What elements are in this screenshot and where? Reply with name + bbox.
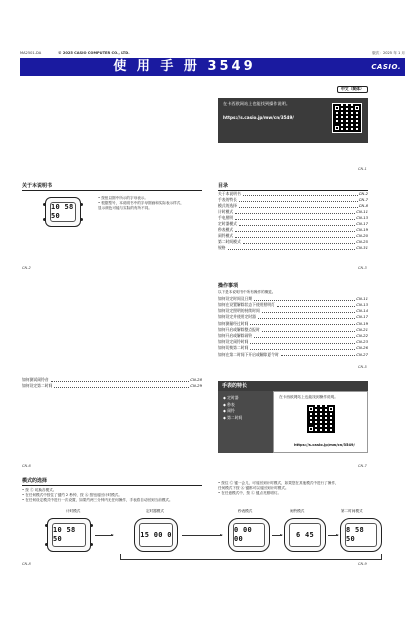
feature-item: ◆ 定时器 <box>223 395 239 400</box>
leader-dots <box>51 381 190 382</box>
features-list <box>218 391 273 453</box>
leader-dots <box>250 349 355 350</box>
watch-alarm <box>284 518 326 552</box>
list-item-label: 关于本说明书 <box>218 190 241 196</box>
doc-code: MA2501-DA <box>20 51 42 55</box>
mode-text <box>22 488 202 503</box>
leader-dots <box>250 324 355 325</box>
list-item[interactable] <box>22 377 202 383</box>
watch-timer <box>134 518 178 552</box>
mode-bullet: • 在任何模式中按住了键约 2 秒钟，按 Ⓐ 按钮返回计时模式。 <box>22 492 122 497</box>
leader-dots <box>254 337 355 338</box>
list-item[interactable] <box>218 321 368 327</box>
list-item-page: CN-11 <box>356 208 368 214</box>
contents-heading: 目录 <box>218 183 229 189</box>
features-heading: 手表的特长 <box>222 383 248 389</box>
leader-dots <box>254 300 355 301</box>
leader-dots <box>258 318 355 319</box>
arrow-icon <box>182 535 222 536</box>
list-item[interactable] <box>218 346 368 352</box>
list-item[interactable] <box>218 233 368 239</box>
mode-bullet: • 在任意模式中，按 Ⓛ 键点亮照明灯。 <box>218 490 282 495</box>
lcd-timekeeping: 10 58 50 <box>53 526 76 543</box>
page-number: CN-6 <box>22 464 31 468</box>
list-item-page: CN-19 <box>356 320 368 326</box>
leader-dots <box>250 343 355 344</box>
list-item-label: 如何测试闹铃音 <box>22 376 49 382</box>
online-prompt: 在卡西欧网站上也能找到操作说明。 <box>223 101 291 106</box>
list-item[interactable] <box>22 383 202 389</box>
leader-dots <box>235 231 355 232</box>
list-item-page: CN-13 <box>356 302 368 308</box>
list-item[interactable] <box>218 352 368 358</box>
list-item-label: 如何开启或解除整点报时 <box>218 326 260 332</box>
mode-label-dual-time: 第二时间模式 <box>341 509 363 513</box>
return-loop <box>120 554 382 560</box>
online-manual-panel <box>218 98 368 143</box>
list-item-label: 手电照明 <box>218 214 234 220</box>
page-number: CN-5 <box>358 365 367 369</box>
watch-stopwatch <box>228 518 270 552</box>
about-text <box>98 196 202 211</box>
list-item-page: CN-8 <box>358 202 368 208</box>
leader-dots <box>239 207 358 208</box>
list-item-page: CN-25 <box>356 238 368 244</box>
list-item-page: CN-2 <box>358 190 368 196</box>
list-item-label: 手表的特长 <box>218 196 237 202</box>
list-item-page: CN-7 <box>358 196 368 202</box>
features-header <box>218 381 368 391</box>
list-item-page: CN-29 <box>190 382 202 388</box>
leader-dots <box>54 387 189 388</box>
list-item-label: 闹铃模式 <box>218 232 234 238</box>
leader-dots <box>243 195 358 196</box>
list-item-label: 如何在第二时间下开启或解除夏令时 <box>218 351 279 357</box>
arrow-icon <box>95 535 113 536</box>
list-item-label: 定时器模式 <box>218 220 237 226</box>
list-item-label: 如何在设置解除状态下使用照明灯 <box>218 302 275 308</box>
mode-bullet: • 在任何设定模式中进行一次设置，如果约两三分钟内无任何操作，手表将自动回到当前模式。 <box>22 497 173 502</box>
about-bullet: 显示颜色可能与实际的有所不同。 <box>98 205 152 210</box>
qr-code-icon <box>332 103 362 133</box>
leader-dots <box>277 306 355 307</box>
mode-text-right <box>218 481 380 496</box>
feature-item: ◆ 闹铃 <box>223 408 235 414</box>
list-item[interactable] <box>218 221 368 227</box>
leader-dots <box>239 225 355 226</box>
list-item-label: 如何切换第二时间 <box>218 345 249 351</box>
feature-item: ◆ 秒表 <box>223 401 235 407</box>
mode-label-timekeeping: 计时模式 <box>66 509 81 513</box>
leader-dots <box>235 213 355 214</box>
mode-heading: 模式的选择 <box>22 478 48 484</box>
list-item-page: CN-31 <box>356 244 368 250</box>
list-item[interactable] <box>218 296 368 302</box>
watch-illustration <box>45 197 81 227</box>
list-item[interactable] <box>218 302 368 308</box>
list-item[interactable] <box>218 327 368 333</box>
features-prompt: 在卡西欧网站上也能找到操作说明。 <box>279 395 338 399</box>
list-item-label: 如何设定第二时间 <box>22 382 53 388</box>
page-number: CN-2 <box>22 266 31 270</box>
page-number: CN-8 <box>22 562 31 566</box>
list-item-page: CN-13 <box>356 214 368 220</box>
list-item[interactable] <box>218 315 368 321</box>
mode-bullet: • 按 Ⓒ 切换各模式。 <box>22 488 57 492</box>
leader-dots <box>235 237 355 238</box>
mode-bullet: • 按住 Ⓒ 键一会儿，可返回到计时模式，如果您在其他模式中进行了操作， <box>218 481 339 485</box>
list-item-page: CN-28 <box>190 376 202 382</box>
list-item-label: 如何测量经过时间 <box>218 320 249 326</box>
manual-url[interactable]: https://s.casio.jp/mw/cn/3549/ <box>223 115 294 120</box>
list-item-page: CN-11 <box>356 295 368 301</box>
list-item-label: 如何设定闹铃时间 <box>218 339 249 345</box>
mode-label-alarm: 闹铃模式 <box>290 509 305 513</box>
list-item-page: CN-27 <box>356 351 368 357</box>
ops-heading: 操作事项 <box>218 283 239 289</box>
ops-subtitle: 以下是本说明书中所有操作的概览。 <box>218 290 276 294</box>
list-item[interactable] <box>218 239 368 245</box>
list-item[interactable] <box>218 308 368 314</box>
list-item[interactable] <box>218 203 368 209</box>
list-item-label: 如何设定时间及日期 <box>218 295 253 301</box>
list-item[interactable] <box>218 215 368 221</box>
ops-list-continued <box>22 377 202 389</box>
list-item-label: 如何设定并使用定时器 <box>218 314 256 320</box>
arrow-icon <box>328 535 338 536</box>
list-item-label: 如何设定照明的持续时间 <box>218 308 260 314</box>
language-badge: 中文（简体） <box>337 86 368 93</box>
lcd-stopwatch: 0 00 00 <box>234 526 253 543</box>
list-item-page: CN-20 <box>356 232 368 238</box>
leader-dots <box>243 243 356 244</box>
list-item-label: 秒表模式 <box>218 226 234 232</box>
page-number: CN-1 <box>358 167 367 171</box>
lcd-timer: 15 00 0 <box>140 530 172 539</box>
list-item-label: 模式的选择 <box>218 202 237 208</box>
list-item-page: CN-26 <box>356 345 368 351</box>
about-bullet: • 根据型号，本说明书中的字母图画和实际表示样式， <box>98 200 184 205</box>
mode-bullet: 任何模式下按 Ⓐ 键都可以返回到计时模式。 <box>218 485 289 490</box>
list-item-label: 第二时间模式 <box>218 238 241 244</box>
leader-dots <box>262 331 356 332</box>
list-item[interactable] <box>218 197 368 203</box>
list-item-page: CN-17 <box>356 314 368 320</box>
title-banner <box>20 58 405 76</box>
list-item-page: CN-22 <box>356 333 368 339</box>
leader-dots <box>228 249 356 250</box>
leader-dots <box>235 219 355 220</box>
list-item[interactable] <box>218 333 368 339</box>
feature-item: ◆ 第二时间 <box>223 414 243 420</box>
casio-logo: CASIO. <box>371 63 401 71</box>
list-item-page: CN-23 <box>356 339 368 345</box>
list-item-label: 计时模式 <box>218 208 234 214</box>
lcd-dual-time: 8 58 50 <box>346 526 365 543</box>
list-item[interactable] <box>218 245 368 251</box>
ops-list <box>218 296 368 358</box>
list-item[interactable] <box>218 191 368 197</box>
list-item-page: CN-21 <box>356 326 368 332</box>
leader-dots <box>239 201 358 202</box>
lcd-alarm: 6 45 <box>295 530 315 539</box>
contents-list <box>218 191 368 251</box>
list-item-page: CN-17 <box>356 220 368 226</box>
page-number: CN-7 <box>358 464 367 468</box>
edition-date: 版次：2025 年 1 月 <box>372 51 405 55</box>
arrow-icon <box>272 535 282 536</box>
mode-label-timer: 定时器模式 <box>146 509 164 513</box>
list-item[interactable] <box>218 227 368 233</box>
watch-lcd: 10 58 50 <box>51 203 74 220</box>
mode-label-stopwatch: 秒表模式 <box>238 509 253 513</box>
about-heading: 关于本说明书 <box>22 183 53 189</box>
manual-title: 使 用 手 册 3549 <box>113 59 256 74</box>
leader-dots <box>262 312 356 313</box>
features-url[interactable]: https://s.casio.jp/mw/cn/3549/ <box>294 443 355 447</box>
list-item-label: 规格 <box>218 244 226 250</box>
copyright: © 2025 CASIO COMPUTER CO., LTD. <box>58 51 130 55</box>
features-link-panel <box>273 391 368 453</box>
list-item-label: 如何开启或解除闹铃 <box>218 333 253 339</box>
about-bullet: • 按钮以图中所示的字母表示。 <box>98 196 148 200</box>
list-item[interactable] <box>218 339 368 345</box>
watch-timekeeping <box>47 518 91 552</box>
watch-dual-time <box>340 518 382 552</box>
leader-dots <box>281 355 356 356</box>
list-item-page: CN-19 <box>356 226 368 232</box>
page-number: CN-9 <box>358 562 367 566</box>
page-number: CN-3 <box>358 266 367 270</box>
list-item-page: CN-14 <box>356 308 368 314</box>
list-item[interactable] <box>218 209 368 215</box>
qr-code-icon <box>306 404 336 434</box>
